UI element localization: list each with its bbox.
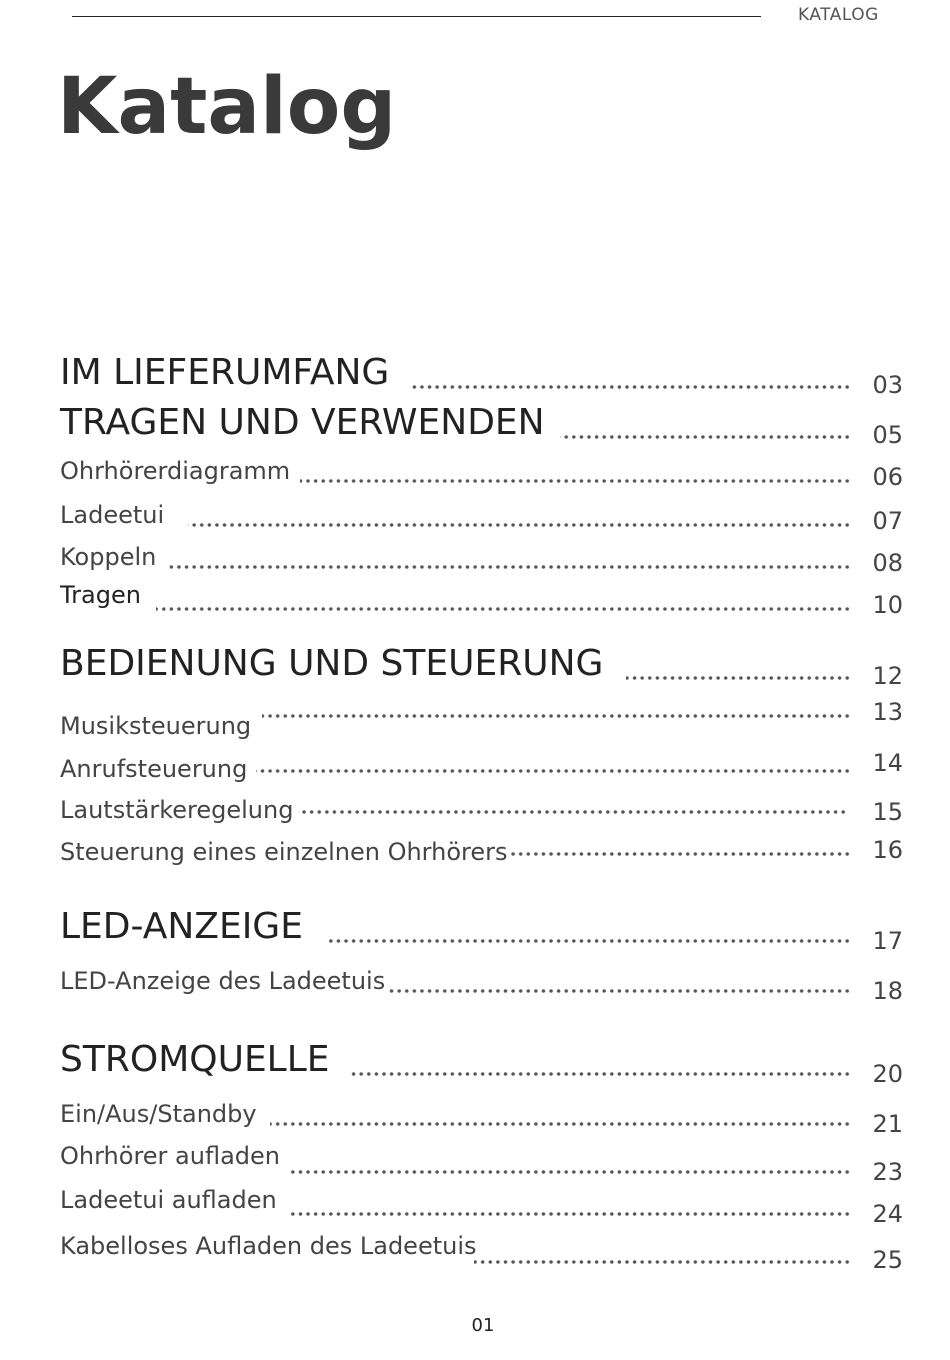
toc-page-number: 16 [872,836,903,864]
toc-page-number: 05 [872,421,903,449]
toc-page-number: 06 [872,463,903,491]
dot-leader [298,810,847,814]
header-rule [72,16,761,17]
toc-label: Koppeln [60,543,157,571]
toc-page-number: 23 [872,1158,903,1186]
dot-leader [156,607,851,611]
dot-leader [326,939,851,943]
page-title: Katalog [57,62,397,152]
toc-label: Steuerung eines einzelnen Ohrhörers [60,838,508,866]
toc-label: BEDIENUNG UND STEUERUNG [60,643,604,684]
toc-entry-ohrhoerer-aufladen[interactable] [60,1120,903,1186]
toc-page-number: 24 [872,1200,903,1228]
toc-entry-kabelloses-aufladen[interactable] [60,1210,903,1274]
toc-page-number: 03 [872,371,903,399]
toc-label: Ohrhörerdiagramm [60,457,291,485]
toc-entry-tragen[interactable] [60,563,903,619]
toc-label: STROMQUELLE [60,1039,330,1080]
toc-page-number: 12 [872,662,903,690]
toc-entry-ohrhoererdiagramm[interactable] [60,435,903,491]
dot-leader [626,676,851,680]
toc-label: Kabelloses Aufladen des Ladeetuis [60,1232,477,1260]
toc-entry-im-lieferumfang[interactable] [60,343,903,399]
dot-leader [410,385,851,389]
footer-page-number: 01 [471,1315,495,1336]
toc-page-number: 20 [872,1060,903,1088]
toc-page-number: 14 [872,749,903,777]
toc-label: Ohrhörer aufladen [60,1142,280,1170]
toc-label: Lautstärkeregelung [60,796,294,824]
toc-page-number: 17 [872,927,903,955]
toc-page-number: 07 [872,507,903,535]
toc-page-number: 25 [872,1246,903,1274]
toc-label: Musiksteuerung [60,712,252,740]
running-head: KATALOG [798,5,879,25]
dot-leader [386,989,851,993]
dot-leader [474,1260,851,1264]
toc-entry-bedienung-und-steuerung[interactable] [60,634,903,690]
toc-entry-ladeetui-aufladen[interactable] [60,1164,903,1228]
toc-label: Ein/Aus/Standby [60,1100,257,1128]
toc-page-number: 21 [872,1110,903,1138]
dot-leader [262,714,851,718]
toc-page-number: 08 [872,549,903,577]
toc-entry-steuerung-einzelner-ohrhoerer[interactable] [60,816,903,866]
toc-entry-stromquelle[interactable] [60,1030,903,1088]
toc-page-number: 10 [872,591,903,619]
dot-leader [256,769,851,773]
toc-page-number: 13 [872,698,903,726]
toc-entry-led-anzeige[interactable] [60,897,903,955]
dot-leader [510,852,851,856]
dot-leader [350,1072,851,1076]
toc-page-number: 15 [872,798,903,826]
toc-label: Anrufsteuerung [60,755,248,783]
toc-label: TRAGEN UND VERWENDEN [60,402,545,443]
toc-label: IM LIEFERUMFANG [60,352,390,393]
toc-label: LED-ANZEIGE [60,906,303,947]
toc-label: LED-Anzeige des Ladeetuis [60,967,386,995]
toc-label: Ladeetui aufladen [60,1186,277,1214]
toc-label: Tragen [60,581,141,609]
toc-entry-led-anzeige-ladeetuis[interactable] [60,945,903,1005]
toc-label: Ladeetui [60,501,165,529]
toc-page-number: 18 [872,977,903,1005]
